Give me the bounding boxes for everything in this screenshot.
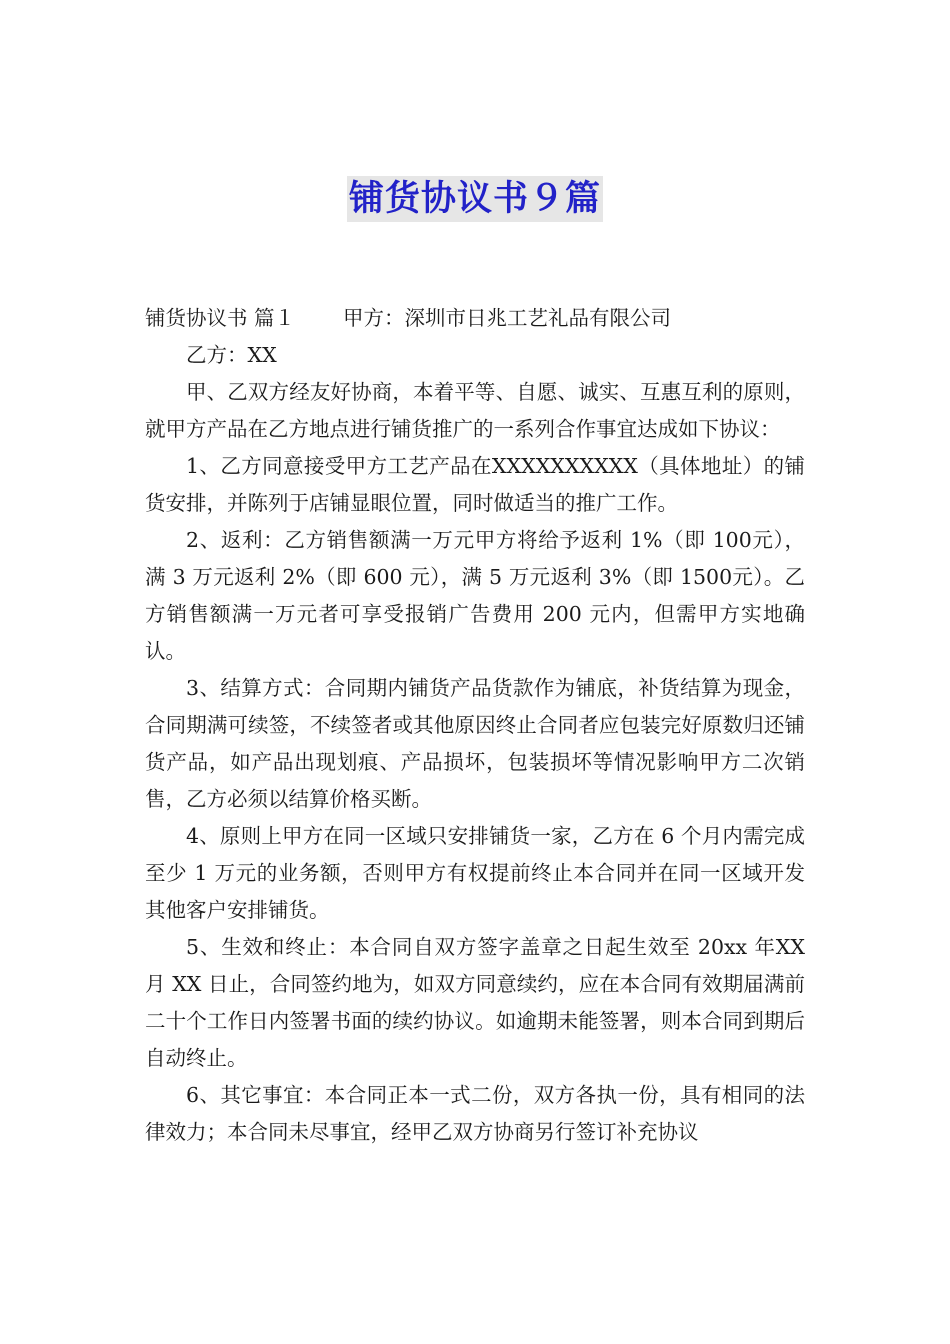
page-title: 铺货协议书９篇 (347, 176, 603, 222)
paragraph-clause-5: 5、生效和终止：本合同自双方签字盖章之日起生效至 20xx 年XX 月 XX 日止，合同签约地为，如双方同意续约，应在本合同有效期届满前二十个工作日内签署书面的续约协议。如逾期未能签署，则本合同到期后自动终止。 (145, 935, 805, 1070)
paragraph-clause-6: 6、其它事宜：本合同正本一式二份，双方各执一份，具有相同的法律效力；本合同未尽事宜，经甲乙双方协商另行签订补充协议 (145, 1083, 805, 1144)
party-a: 甲方：深圳市日兆工艺礼品有限公司 (343, 306, 672, 330)
party-b: 乙方：XX (186, 343, 277, 367)
paragraph-intro: 甲、乙双方经友好协商，本着平等、自愿、诚实、互惠互利的原则，就甲方产品在乙方地点进行铺货推广的一系列合作事宜达成如下协议： (145, 380, 805, 441)
paragraph-clause-3: 3、结算方式：合同期内铺货产品货款作为铺底，补货结算为现金，合同期满可续签，不续签者或其他原因终止合同者应包装完好原数归还铺货产品，如产品出现划痕、产品损坏，包装损坏等情况影响甲方二次销售，乙方必须以结算价格买断。 (145, 676, 805, 811)
section-heading: 铺货协议书 篇１ (145, 306, 296, 330)
first-line (145, 300, 805, 337)
paragraph-clause-2: 2、返利：乙方销售额满一万元甲方将给予返利 1%（即 100元），满 3 万元返利 2%（即 600 元），满 5 万元返利 3%（即 1500元）。乙方销售额满一万元者可享受报销广告费用 200 元内，但需甲方实地确认。 (145, 528, 805, 663)
title-wrapper (0, 176, 950, 222)
document-body (145, 300, 805, 1151)
paragraph-clause-4: 4、原则上甲方在同一区域只安排铺货一家，乙方在 6 个月内需完成至少 1 万元的业务额，否则甲方有权提前终止本合同并在同一区域开发其他客户安排铺货。 (145, 824, 805, 922)
paragraph-clause-1: 1、乙方同意接受甲方工艺产品在XXXXXXXXXX（具体地址）的铺货安排，并陈列于店铺显眼位置，同时做适当的推广工作。 (145, 454, 805, 515)
